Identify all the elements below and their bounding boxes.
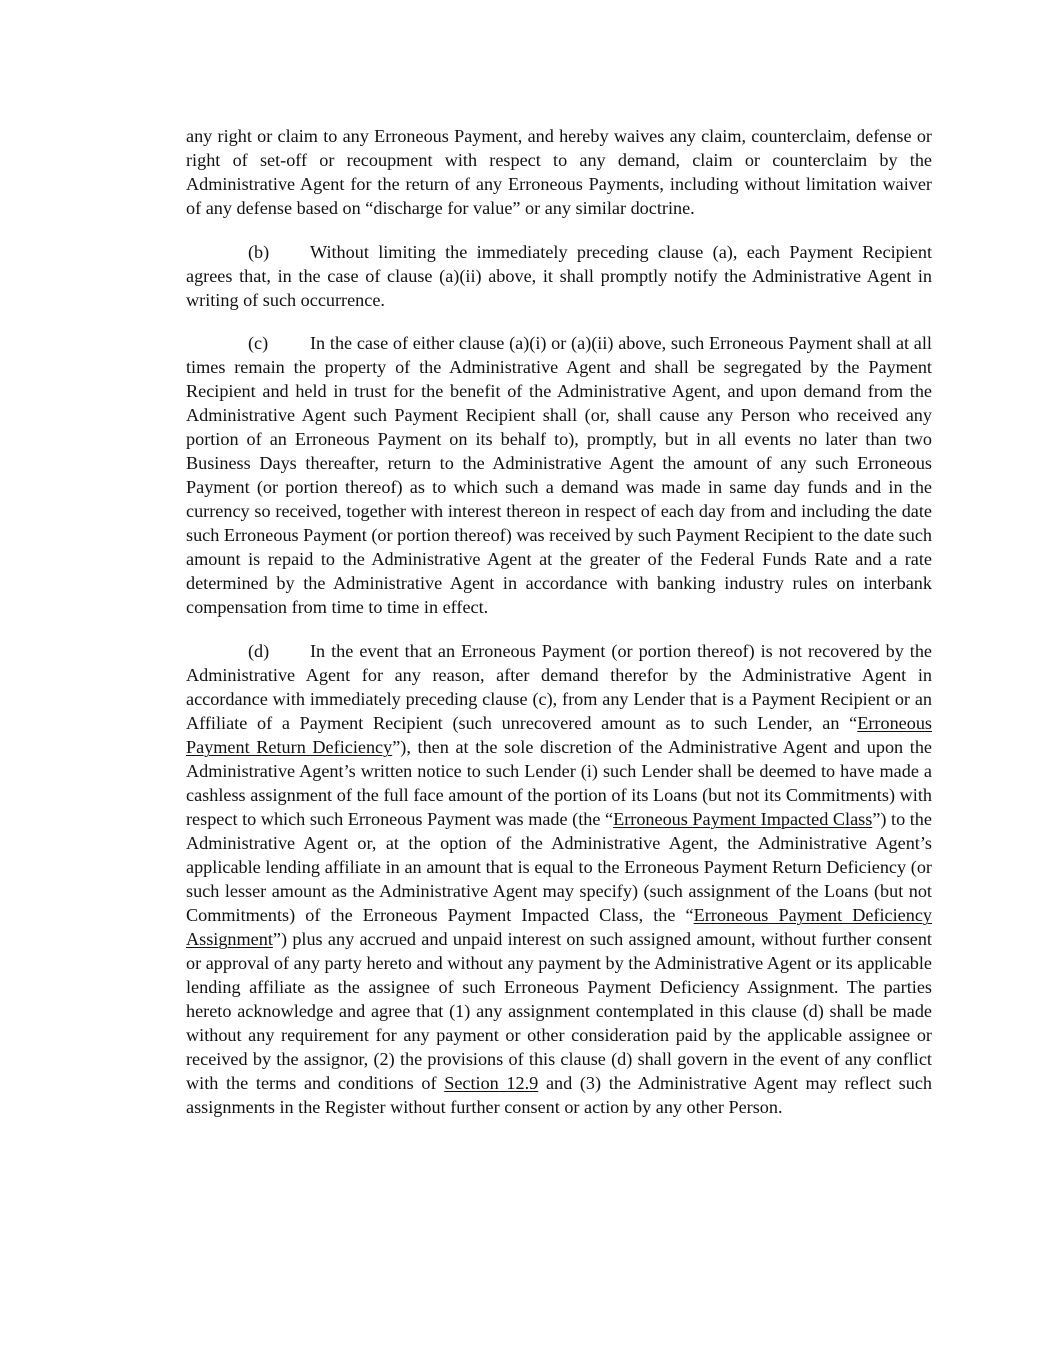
clause-d	[186, 639, 932, 1119]
clause-d-text-2: ”), then at the sole discretion of the Administrative Agent and upon the Administrative Agent’s written notice to such Lender (i) such Lender shall be deemed to have made a cashless assignment of the full face amount of the portion of its Loans (but not its Commitments) with respect to which such Erroneous Payment was made (the “	[186, 737, 932, 830]
section-reference: Section 12.9	[444, 1073, 539, 1094]
clause-d-text-1: In the event that an Erroneous Payment (or portion thereof) is not recovered by the Administrative Agent for any reason, after demand therefor by the Administrative Agent in accordance with immediately preceding clause (c), from any Lender that is a Payment Recipient or an Affiliate of a Payment Recipient (such unrecovered amount as to such Lender, an “	[186, 641, 932, 734]
clause-d-text-5: and (3) the Administrative Agent may reflect such assignments in the Register without further consent or action by any other Person.	[186, 1073, 932, 1118]
clause-d-text-4: ”) plus any accrued and unpaid interest on such assigned amount, without further consent or approval of any party hereto and without any payment by the Administrative Agent or its applicable lending affiliate as the assignee of such Erroneous Payment Deficiency Assignment. The parties hereto acknowledge and agree that (1) any assignment contemplated in this clause (d) shall be made without any requirement for any payment or other consideration paid by the applicable assignee or received by the assignor, (2) the provisions of this clause (d) shall govern in the event of any conflict with the terms and conditions of	[186, 929, 932, 1094]
defined-term-deficiency-assignment: Erroneous Payment Deficiency Assignment	[186, 905, 932, 950]
clause-c	[186, 331, 932, 619]
clause-b	[186, 240, 932, 312]
clause-c-text: In the case of either clause (a)(i) or (a)(ii) above, such Erroneous Payment shall at all times remain the property of the Administrative Agent and shall be segregated by the Payment Recipient and held in trust for the benefit of the Administrative Agent, and upon demand from the Administrative Agent such Payment Recipient shall (or, shall cause any Person who received any portion of an Erroneous Payment on its behalf to), promptly, but in all events no later than two Business Days thereafter, return to the Administrative Agent the amount of any such Erroneous Payment (or portion thereof) as to which such a demand was made in same day funds and in the currency so received, together with interest thereon in respect of each day from and including the date such Erroneous Payment (or portion thereof) was received by such Payment Recipient to the date such amount is repaid to the Administrative Agent at the greater of the Federal Funds Rate and a rate determined by the Administrative Agent in accordance with banking industry rules on interbank compensation from time to time in effect.	[186, 333, 932, 618]
defined-term-return-deficiency: Erroneous Payment Return Deficiency	[186, 713, 932, 758]
defined-term-impacted-class: Erroneous Payment Impacted Class	[613, 809, 873, 830]
paragraph-intro-text: any right or claim to any Erroneous Payment, and hereby waives any claim, counterclaim, defense or right of set-off or recoupment with respect to any demand, claim or counterclaim by the Administrative Agent for the return of any Erroneous Payments, including without limitation waiver of any defense based on “discharge for value” or any similar doctrine.	[186, 126, 932, 219]
clause-b-text: Without limiting the immediately preceding clause (a), each Payment Recipient agrees that, in the case of clause (a)(ii) above, it shall promptly notify the Administrative Agent in writing of such occurrence.	[186, 241, 932, 310]
clause-c-label: (c)	[248, 333, 269, 354]
clause-b-label: (b)	[248, 241, 270, 262]
paragraph-intro	[186, 124, 932, 220]
clause-d-label: (d)	[248, 641, 270, 662]
clause-d-text-3: ”) to the Administrative Agent or, at the option of the Administrative Agent, the Administrative Agent’s applicable lending affiliate in an amount that is equal to the Erroneous Payment Return Deficiency (or such lesser amount as the Administrative Agent may specify) (such assignment of the Loans (but not Commitments) of the Erroneous Payment Impacted Class, the “	[186, 809, 932, 926]
document-page	[186, 124, 932, 1139]
